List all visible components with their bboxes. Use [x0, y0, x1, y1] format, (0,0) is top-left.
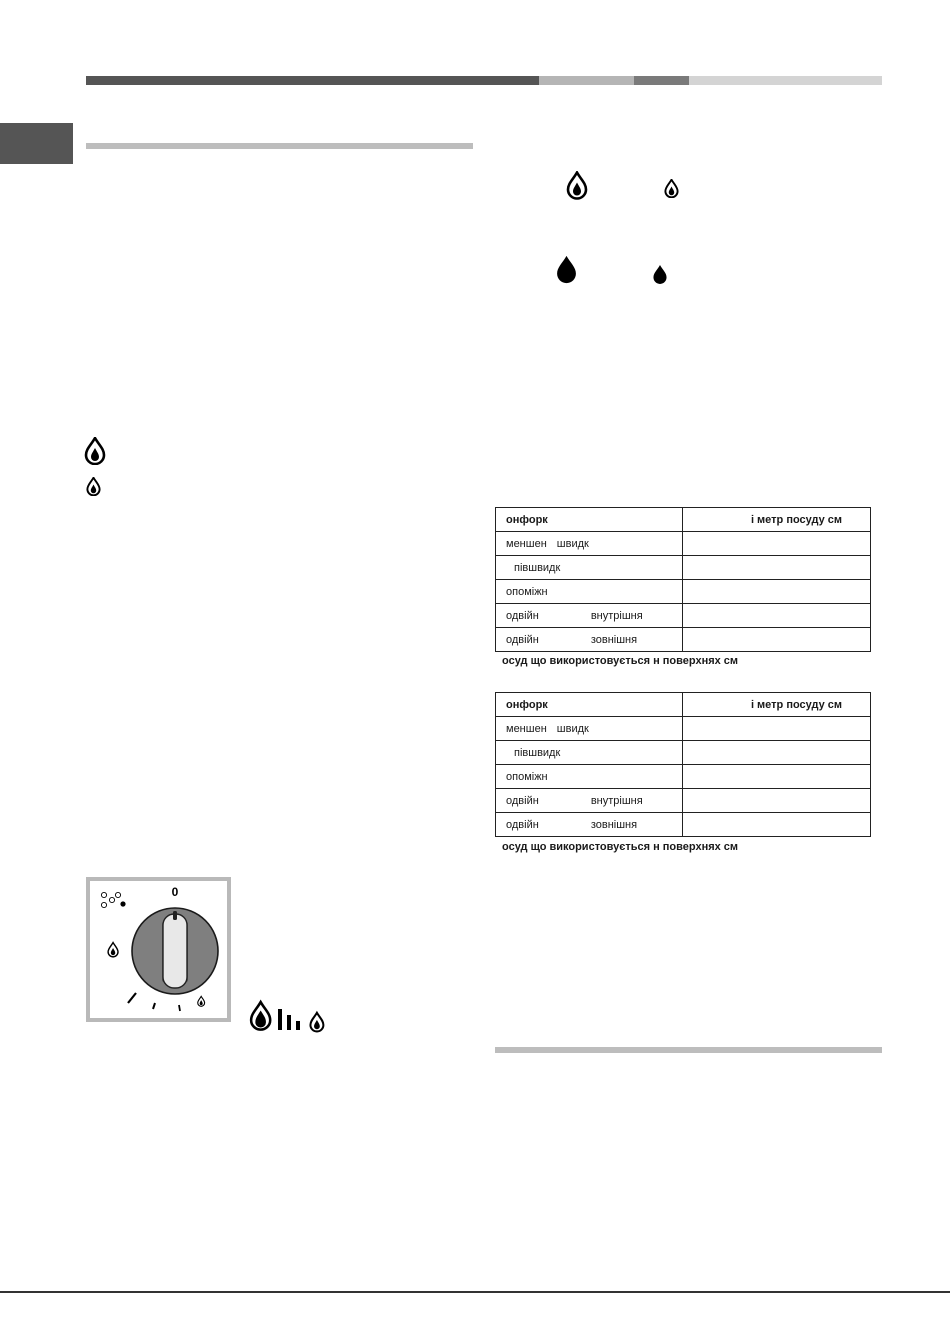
row-label: меншен	[506, 537, 547, 550]
table-row	[496, 604, 871, 628]
flame-outline-small-icon	[664, 179, 679, 198]
table-header-diameter: і метр посуду см	[683, 693, 871, 717]
burner-dots-icon	[101, 892, 125, 907]
table-row	[496, 556, 871, 580]
flame-outline-small-icon	[198, 996, 205, 1006]
row-label: одвійн	[506, 633, 539, 646]
row-sublabel: зовнішня	[590, 633, 638, 646]
row-value	[683, 813, 871, 837]
flame-outline-small-icon	[310, 1013, 323, 1032]
table-header-burner: онфорк	[496, 693, 683, 717]
control-knob-illustration	[90, 881, 227, 1018]
power-bar-mid	[287, 1015, 291, 1030]
power-bar-low	[296, 1021, 300, 1030]
row-value	[683, 580, 871, 604]
row-value	[683, 532, 871, 556]
flame-solid-small-icon	[652, 264, 668, 285]
side-tab	[0, 123, 73, 164]
row-value	[683, 628, 871, 652]
row-label: одвійн	[506, 609, 539, 622]
row-value	[683, 556, 871, 580]
header-bar-segment-1	[86, 76, 539, 85]
row-label: одвійн	[506, 818, 539, 831]
row-sublabel: внутрішня	[590, 794, 643, 807]
table-row	[496, 628, 871, 652]
row-value	[683, 765, 871, 789]
table-note-1: осуд що використовується н поверхнях см	[502, 655, 739, 667]
power-bar-high	[278, 1009, 282, 1030]
table-row	[496, 717, 871, 741]
table-row	[496, 813, 871, 837]
table-header-row	[496, 508, 871, 532]
row-sublabel: зовнішня	[590, 818, 638, 831]
flame-outline-icon	[566, 171, 588, 200]
flame-outline-icon	[251, 1002, 270, 1030]
row-label: меншен	[506, 722, 547, 735]
row-sublabel: швидк	[556, 722, 589, 735]
header-bar-segment-2	[539, 76, 634, 85]
flame-outline-icon	[84, 437, 106, 465]
table-row	[496, 765, 871, 789]
table-row	[496, 532, 871, 556]
row-sublabel: швидк	[556, 537, 589, 550]
table-row	[496, 789, 871, 813]
table-header-diameter: і метр посуду см	[683, 508, 871, 532]
row-label: півшвидк	[514, 561, 561, 574]
knob-zero-label: 0	[171, 885, 179, 899]
section-rule-right	[495, 1047, 882, 1053]
table-row	[496, 741, 871, 765]
header-bar-segment-3	[634, 76, 689, 85]
flame-outline-small-icon	[86, 477, 101, 496]
row-value	[683, 604, 871, 628]
header-bar-segment-4	[689, 76, 882, 85]
table-row	[496, 580, 871, 604]
row-label: опоміжн	[506, 585, 548, 598]
row-label: опоміжн	[506, 770, 548, 783]
row-label: одвійн	[506, 794, 539, 807]
flame-outline-icon	[108, 943, 118, 957]
row-label: півшвидк	[514, 746, 561, 759]
footer-line	[0, 1291, 950, 1293]
pan-diameter-table-2	[495, 692, 871, 837]
section-rule-left	[86, 143, 473, 149]
flame-solid-icon	[555, 254, 578, 285]
flame-power-scale	[247, 999, 331, 1033]
row-value	[683, 789, 871, 813]
control-knob-figure	[86, 877, 231, 1022]
table-note-2: осуд що використовується н поверхнях см	[502, 841, 739, 853]
row-value	[683, 741, 871, 765]
table-header-row	[496, 693, 871, 717]
row-sublabel: внутрішня	[590, 609, 643, 622]
table-header-burner: онфорк	[496, 508, 683, 532]
row-value	[683, 717, 871, 741]
pan-diameter-table-1	[495, 507, 871, 652]
